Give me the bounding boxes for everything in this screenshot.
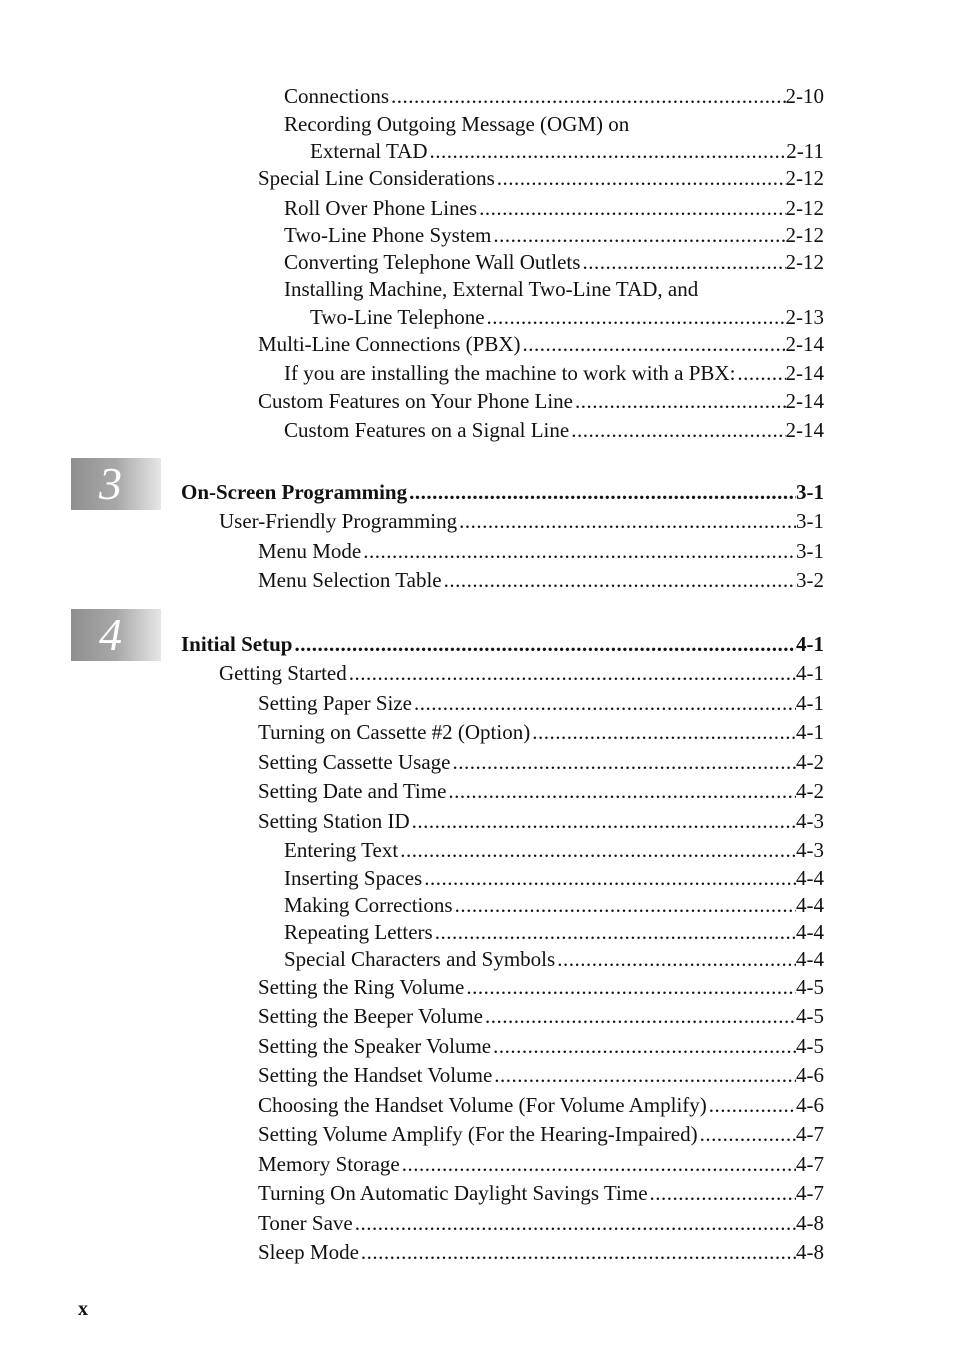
dot-leader [491,1033,796,1059]
toc-entry[interactable] [258,808,824,834]
toc-entry-title: Repeating Letters [284,920,433,944]
toc-entry-page: 4-2 [796,779,824,803]
toc-entry-title: Converting Telephone Wall Outlets [284,250,581,274]
toc-entry-page: 2-11 [786,139,824,163]
toc-entry[interactable] [284,417,824,443]
dot-leader [580,249,785,275]
toc-entry-title-line: Recording Outgoing Message (OGM) on [284,112,630,136]
toc-entry-page: 2-12 [785,166,824,190]
toc-entry-page: 3-2 [796,568,824,592]
toc-entry-title: Setting Cassette Usage [258,750,451,774]
toc-entry[interactable] [258,567,824,593]
toc-entry-title: Getting Started [219,661,347,685]
toc-entry[interactable] [258,538,824,564]
toc-entry[interactable] [284,865,824,891]
toc-entry-page: 4-5 [796,1004,824,1028]
toc-entry-page: 4-7 [796,1152,824,1176]
toc-entry[interactable] [284,222,824,248]
toc-entry[interactable] [258,974,824,1000]
toc-entry-title: On-Screen Programming [181,480,408,504]
toc-entry-title: Setting Date and Time [258,779,447,803]
dot-leader [347,660,796,686]
toc-entry-page: 3-1 [796,539,824,563]
dot-leader [573,388,786,414]
dot-leader [359,1239,796,1265]
toc-entry-title: Sleep Mode [258,1240,359,1264]
toc-entry-title: Setting the Beeper Volume [258,1004,483,1028]
dot-leader [555,946,796,972]
toc-entry-page: 4-4 [796,947,824,971]
dot-leader [648,1180,796,1206]
toc-entry[interactable] [284,919,824,945]
toc-entry-title: Two-Line Telephone [310,305,485,329]
toc-entry-title: Special Line Considerations [258,166,495,190]
toc-entry[interactable] [258,690,824,716]
dot-leader [477,195,785,221]
toc-entry-page: 4-4 [796,866,824,890]
toc-entry[interactable] [219,660,824,686]
toc-entry-title: Setting Volume Amplify (For the Hearing-Impaired) [258,1122,698,1146]
toc-entry-page: 4-6 [796,1093,824,1117]
toc-entry[interactable] [258,1121,824,1147]
toc-entry-page: 4-7 [796,1122,824,1146]
toc-entry-page: 4-1 [796,632,824,656]
toc-entry-page: 3-1 [796,509,824,533]
toc-entry-page: 4-3 [796,809,824,833]
dot-leader [407,479,796,505]
toc-entry-title: Inserting Spaces [284,866,423,890]
toc-entry[interactable] [258,1033,824,1059]
toc-entry-title: Setting Paper Size [258,691,412,715]
toc-entry[interactable] [258,1092,824,1118]
toc-entry-title: Turning on Cassette #2 (Option) [258,720,531,744]
toc-entry-page: 4-1 [796,661,824,685]
toc-entry[interactable] [310,138,824,164]
toc-entry[interactable] [258,331,824,357]
chapter-number: 4 [99,609,122,660]
toc-entry-page: 4-5 [796,1034,824,1058]
toc-entry-title: Setting Station ID [258,809,410,833]
dot-leader [485,304,786,330]
toc-entry[interactable] [258,1151,824,1177]
page-number: x [78,1298,88,1320]
toc-entry-page: 2-14 [785,389,824,413]
toc-chapter-heading[interactable] [181,479,824,505]
toc-entry[interactable] [310,304,824,330]
toc-entry-page: 2-14 [785,332,824,356]
toc-entry-title: Custom Features on a Signal Line [284,418,570,442]
toc-entry[interactable] [284,892,824,918]
dot-leader [453,892,796,918]
toc-entry-title: Special Characters and Symbols [284,947,556,971]
toc-entry-page: 4-2 [796,750,824,774]
dot-leader [361,538,796,564]
chapter-tab-3 [71,458,161,510]
toc-entry-page: 4-3 [796,838,824,862]
toc-entry-page: 2-14 [785,418,824,442]
toc-entry-title: External TAD [310,139,428,163]
dot-leader [410,808,796,834]
dot-leader [450,749,796,775]
toc-entry-title: Setting the Handset Volume [258,1063,493,1087]
dot-leader [492,1062,796,1088]
toc-entry-title: Making Corrections [284,893,453,917]
toc-entry-title: Setting the Speaker Volume [258,1034,492,1058]
toc-entry[interactable] [258,388,824,414]
toc-entry-title: Memory Storage [258,1152,400,1176]
dot-leader [483,1003,796,1029]
toc-entry-page: 2-10 [785,84,824,108]
chapter-number: 3 [99,458,122,509]
toc-entry-title: Toner Save [258,1211,353,1235]
toc-entry[interactable] [258,1210,824,1236]
toc-entry[interactable] [219,508,824,534]
dot-leader [292,631,796,657]
dot-leader [464,974,796,1000]
toc-entry-title: Entering Text [284,838,399,862]
toc-entry[interactable] [284,249,824,275]
toc-entry-title-line: Installing Machine, External Two-Line TAD, and [284,277,699,301]
chapter-tab-4 [71,609,161,661]
toc-entry-title: Turning On Automatic Daylight Savings Time [258,1181,648,1205]
toc-entry-title: Two-Line Phone System [284,223,492,247]
toc-entry-title: Menu Selection Table [258,568,442,592]
toc-entry[interactable] [258,1180,824,1206]
toc-entry[interactable] [258,778,824,804]
dot-leader [427,138,786,164]
dot-leader [422,865,796,891]
toc-entry-page: 4-8 [796,1240,824,1264]
dot-leader [442,567,796,593]
toc-entry-page: 3-1 [796,480,824,504]
toc-entry-page: 4-6 [796,1063,824,1087]
dot-leader [398,837,796,863]
dot-leader [495,165,786,191]
toc-entry-title: Multi-Line Connections (PBX) [258,332,521,356]
dot-leader [457,508,796,534]
dot-leader [491,222,785,248]
toc-entry-page: 2-12 [785,223,824,247]
toc-entry[interactable] [258,719,824,745]
toc-entry[interactable] [258,1062,824,1088]
toc-entry-page: 4-8 [796,1211,824,1235]
dot-leader [353,1210,796,1236]
toc-entry[interactable] [258,165,824,191]
dot-leader [389,83,786,109]
toc-entry-page: 2-12 [785,250,824,274]
toc-entry-page: 4-1 [796,720,824,744]
toc-entry-page: 2-13 [785,305,824,329]
toc-entry-title: Choosing the Handset Volume (For Volume Amplify) [258,1093,707,1117]
toc-entry-page: 4-1 [796,691,824,715]
toc-entry[interactable] [284,837,824,863]
dot-leader [446,778,796,804]
toc-entry-page: 4-4 [796,893,824,917]
toc-entry[interactable] [284,360,824,386]
toc-entry-page: 2-14 [785,361,824,385]
dot-leader [698,1121,796,1147]
toc-entry-page: 4-5 [796,975,824,999]
toc-chapter-heading[interactable] [181,631,824,657]
toc-entry-title: Connections [284,84,389,108]
toc-entry[interactable] [258,1239,824,1265]
toc-entry-title: User-Friendly Programming [219,509,458,533]
toc-entry[interactable] [284,195,824,221]
toc-entry-page: 4-7 [796,1181,824,1205]
toc-entry-title: If you are installing the machine to work with a PBX: [284,361,736,385]
toc-entry-page: 2-12 [785,196,824,220]
dot-leader [530,719,796,745]
toc-entry[interactable] [258,749,824,775]
toc-entry-title: Custom Features on Your Phone Line [258,389,573,413]
toc-entry[interactable] [284,946,824,972]
toc-entry-title: Setting the Ring Volume [258,975,465,999]
dot-leader [400,1151,796,1177]
toc-entry-title: Roll Over Phone Lines [284,196,478,220]
dot-leader [520,331,785,357]
dot-leader [569,417,785,443]
toc-entry-page: 4-4 [796,920,824,944]
dot-leader [735,360,785,386]
toc-entry-title: Initial Setup [181,632,293,656]
toc-entry-title: Menu Mode [258,539,362,563]
dot-leader [707,1092,796,1118]
toc-entry[interactable] [258,1003,824,1029]
toc-entry[interactable] [284,83,824,109]
dot-leader [412,690,796,716]
dot-leader [433,919,796,945]
